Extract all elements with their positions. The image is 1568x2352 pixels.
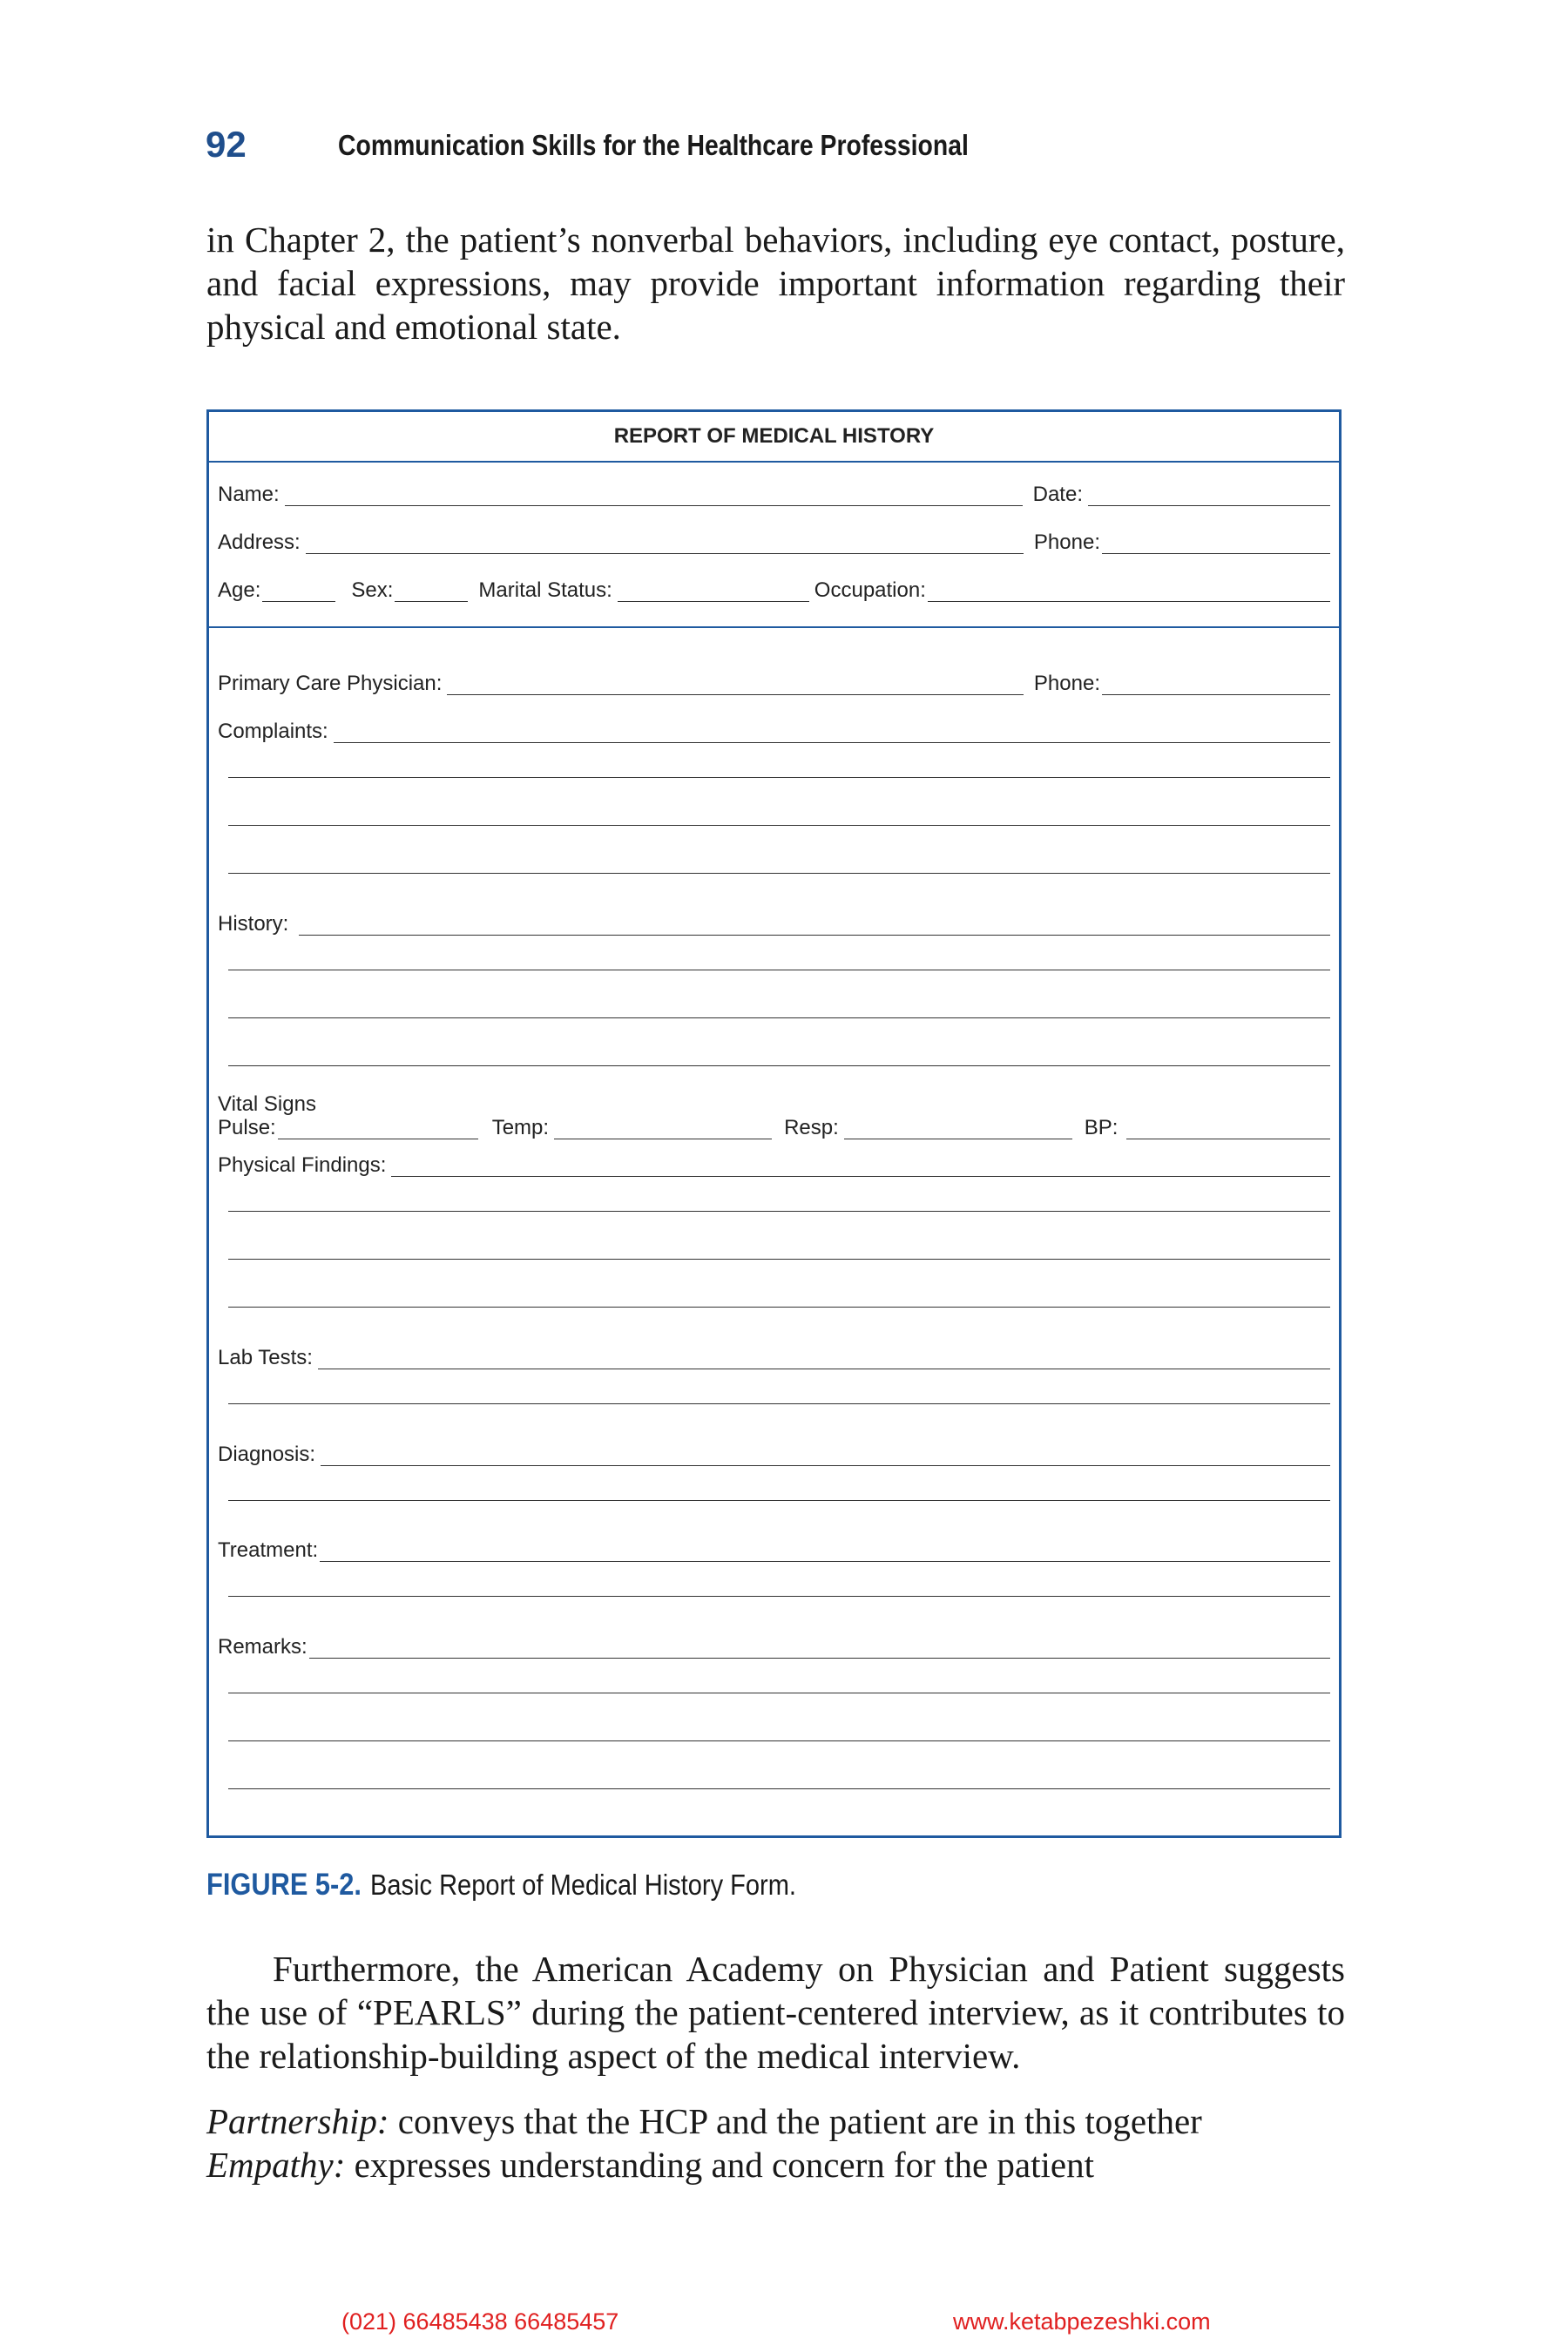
remarks-line[interactable] [228, 1740, 1330, 1741]
remarks-field[interactable] [309, 1639, 1330, 1659]
complaints-label: Complaints: [218, 720, 328, 743]
resp-label: Resp: [784, 1116, 839, 1139]
pcp-phone-field[interactable] [1102, 675, 1330, 695]
body-paragraph-bottom: Furthermore, the American Academy on Physician and Patient suggests the use of “PEARLS” during the patient-centered interview, as it contributes to the relationship-building aspect of the medical interview. [206, 1949, 1345, 2076]
lab-tests-field[interactable] [318, 1349, 1330, 1369]
form-title: REPORT OF MEDICAL HISTORY [209, 412, 1339, 463]
physical-findings-label: Physical Findings: [218, 1153, 387, 1177]
lab-tests-row [218, 1343, 1330, 1369]
bp-field[interactable] [1126, 1119, 1330, 1139]
temp-label: Temp: [491, 1116, 550, 1139]
date-label: Date: [1032, 483, 1083, 506]
remarks-label: Remarks: [218, 1635, 308, 1659]
complaints-line[interactable] [228, 873, 1330, 874]
occupation-label: Occupation: [814, 578, 926, 602]
body-paragraph-top: in Chapter 2, the patient’s nonverbal behaviors, including eye contact, posture, and facial expressions, may provide important information regarding their physical and emotional state. [206, 220, 1345, 347]
definition-item [206, 2143, 1356, 2186]
running-head: Communication Skills for the Healthcare Professional [338, 129, 969, 161]
definition-term: Partnership: [206, 2101, 389, 2141]
age-label: Age: [218, 578, 261, 602]
pearls-definitions [206, 2099, 1356, 2186]
remarks-row [218, 1632, 1330, 1659]
date-field[interactable] [1088, 486, 1330, 506]
treatment-row [218, 1536, 1330, 1562]
bp-label: BP: [1084, 1116, 1119, 1139]
medical-history-form [206, 409, 1342, 1838]
complaints-line[interactable] [228, 777, 1330, 778]
remarks-line[interactable] [228, 1788, 1330, 1789]
history-line[interactable] [228, 1017, 1330, 1018]
resp-field[interactable] [844, 1119, 1072, 1139]
occupation-field[interactable] [928, 582, 1330, 602]
figure-caption [206, 1864, 855, 1912]
treatment-label: Treatment: [218, 1538, 319, 1562]
diagnosis-line[interactable] [228, 1500, 1330, 1501]
history-line[interactable] [228, 1065, 1330, 1066]
address-row [218, 528, 1330, 554]
pcp-field[interactable] [447, 675, 1024, 695]
vitals-row [218, 1113, 1330, 1139]
vital-signs-heading [218, 1090, 1330, 1116]
history-label: History: [218, 912, 289, 936]
marital-status-label: Marital Status: [478, 578, 612, 602]
pulse-label: Pulse: [218, 1116, 276, 1139]
definition-text: expresses understanding and concern for the patient [345, 2145, 1094, 2185]
pcp-phone-label: Phone: [1033, 672, 1100, 695]
page-number: 92 [206, 124, 247, 165]
history-row [218, 909, 1330, 936]
diagnosis-label: Diagnosis: [218, 1443, 316, 1466]
demographics-row [218, 576, 1330, 602]
name-label: Name: [218, 483, 280, 506]
history-field[interactable] [299, 916, 1330, 936]
address-label: Address: [218, 531, 301, 554]
definition-text: conveys that the HCP and the patient are in this together [389, 2101, 1202, 2141]
footer-phone: (021) 66485438 66485457 [341, 2308, 619, 2335]
complaints-field[interactable] [334, 723, 1330, 743]
phone-label: Phone: [1033, 531, 1100, 554]
physical-findings-field[interactable] [391, 1157, 1330, 1177]
vital-signs-label: Vital Signs [218, 1092, 316, 1116]
definition-item [206, 2099, 1356, 2143]
figure-caption-text: Basic Report of Medical History Form. [370, 1869, 797, 1901]
physical-findings-line[interactable] [228, 1259, 1330, 1260]
physical-findings-row [218, 1151, 1330, 1177]
sex-field[interactable] [395, 582, 468, 602]
complaints-line[interactable] [228, 825, 1330, 826]
name-row [218, 480, 1330, 506]
phone-field[interactable] [1102, 534, 1330, 554]
pcp-label: Primary Care Physician: [218, 672, 443, 695]
physical-findings-line[interactable] [228, 1211, 1330, 1212]
marital-status-field[interactable] [618, 582, 809, 602]
lab-tests-line[interactable] [228, 1403, 1330, 1404]
sex-label: Sex: [351, 578, 394, 602]
pulse-field[interactable] [278, 1119, 478, 1139]
physical-findings-line[interactable] [228, 1307, 1330, 1308]
definition-term: Empathy: [206, 2145, 346, 2185]
lab-tests-label: Lab Tests: [218, 1346, 313, 1369]
section-divider [209, 626, 1339, 628]
address-field[interactable] [306, 534, 1024, 554]
temp-field[interactable] [554, 1119, 772, 1139]
diagnosis-row [218, 1440, 1330, 1466]
treatment-field[interactable] [320, 1542, 1330, 1562]
footer-url[interactable]: www.ketabpezeshki.com [953, 2308, 1211, 2335]
figure-label: FIGURE 5-2. [206, 1868, 362, 1902]
name-field[interactable] [285, 486, 1023, 506]
diagnosis-field[interactable] [321, 1446, 1330, 1466]
treatment-line[interactable] [228, 1596, 1330, 1597]
pcp-row [218, 669, 1330, 695]
complaints-row [218, 717, 1330, 743]
age-field[interactable] [262, 582, 335, 602]
